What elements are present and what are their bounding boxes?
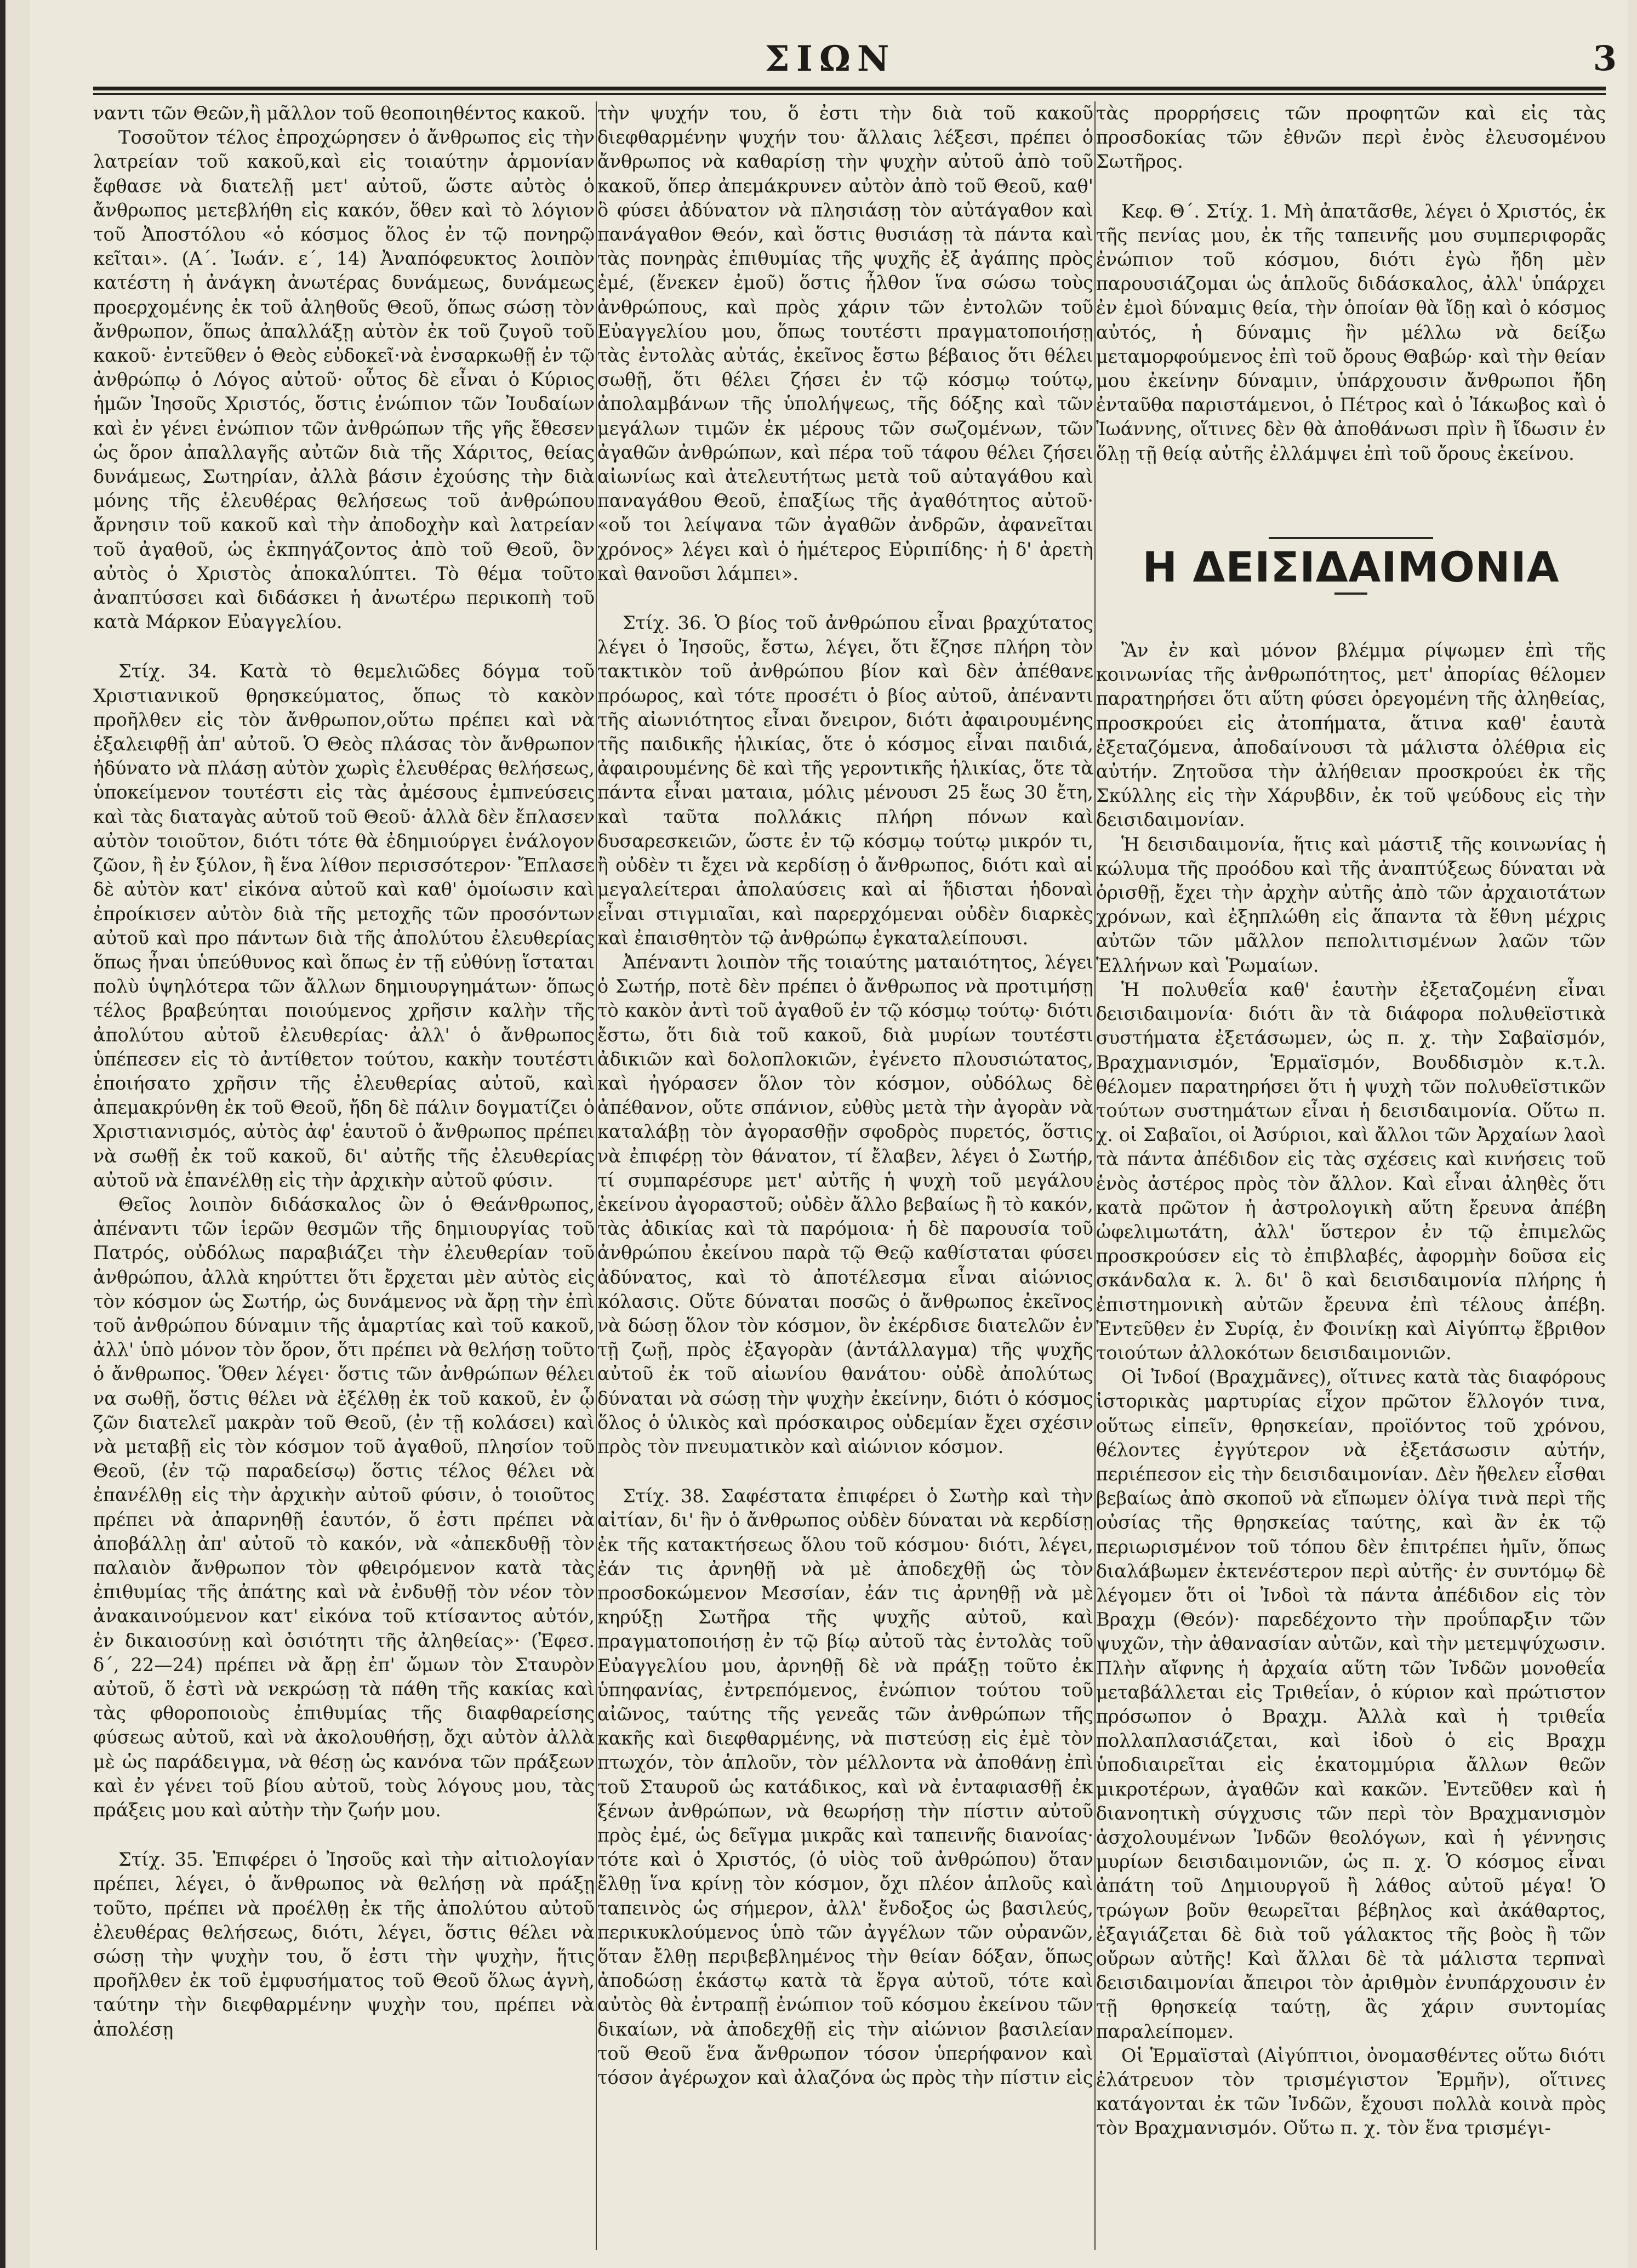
paragraph: Ἂν ἐν καὶ μόνον βλέμμα ρίψωμεν ἐπὶ τῆς κοινωνίας τῆς ἀνθρωπότητος, μετ' ἀπορίας θέλομεν παρατηρήσει ὅτι αὕτη φύσει ὀρεγομένη τῆς ἀληθείας, προσκρούει εἰς ἀτοπήματα, ἅτινα καθ' ἑαυτὰ ἐξεταζόμενα, ἀποδαίνουσι τὰ μάλιστα ὀλέθρια εἰς αὐτήν. Ζητοῦσα τὴν ἀλήθειαν προσκρούει ἐκ τῆς Σκύλλης εἰς τὴν Χάρυβδιν, ἐκ τοῦ ψεύδους εἰς τὴν δεισιδαιμονίαν. [1096,640,1606,831]
header-rule-thick [93,87,1606,90]
paragraph: Ἀπέναντι λοιπὸν τῆς τοιαύτης ματαιότητος, λέγει ὁ Σωτήρ, ποτὲ δὲν πρέπει ὁ ἄνθρωπος νὰ προτιμήσῃ τὸ κακὸν ἀντὶ τοῦ ἀγαθοῦ ἐν τῷ κόσμῳ τούτῳ· διότι ἔστω, ὅτι διὰ τοῦ κακοῦ, διὰ μυρίων τουτέστι ἀδικιῶν καὶ δολοπλοκιῶν, ἐγένετο πλουσιώτατος, καὶ ἠγόρασεν ὅλον τὸν κόσμον, οὐδόλως δὲ ἀπέθανον, οὔτε σπάνιον, εὐθὺς μετὰ τὴν ἀγορὰν νὰ καταλάβῃ τὸν ἀγορασθῇν σφοδρὸς πυρετός, ὅστις νὰ ἐπιφέρῃ τὸν θάνατον, τί ἔλαβεν, λέγει ὁ Σωτήρ, τί συμπαρέσυρε μετ' αὐτῆς ἡ ψυχὴ τοῦ μεγάλου ἐκείνου ἀγοραστοῦ; οὐδὲν ἄλλο βεβαίως ἢ τὸ κακόν, τὰς ἀδικίας καὶ τὰ παρόμοια· ἡ δὲ παρουσία τοῦ ἀνθρώπου ἐκείνου παρὰ τῷ Θεῷ καθίσταται φύσει ἀδύνατος, καὶ τὸ ἀποτέλεσμα εἶναι αἰώνιος κόλασις. Οὔτε δύναται ποσῶς ὁ ἄνθρωπος ἐκεῖνος νὰ δώσῃ ὅλον τὸν κόσμον, ὃν ἐκέρδισε διατελῶν ἐν τῇ ζωῇ, πρὸς ἐξαγορὰν (ἀντάλλαγμα) τῆς ψυχῆς αὐτοῦ ἐκ τοῦ αἰωνίου θανάτου· οὐδὲ ἀπολύτως δύναται νὰ σώσῃ τὴν ψυχὴν ἐκείνην, διότι ὁ κόσμος ὅλος ὁ ὑλικὸς καὶ πρόσκαιρος οὐδεμίαν ἔχει σχέσιν πρὸς τὸν πνευματικὸν καὶ αἰώνιον κόσμον. [597,951,1093,1457]
column-divider-1 [596,101,597,2250]
section-heading [1096,537,1606,595]
paragraph: Στίχ. 35. Ἐπιφέρει ὁ Ἰησοῦς καὶ τὴν αἰτιολογίαν πρέπει, λέγει, ὁ ἄνθρωπος νὰ θελήσῃ νὰ πράξῃ τοῦτο, πρέπει νὰ προέλθῃ ἐκ τῆς ἀπολύτου αὐτοῦ ἐλευθέρας θελήσεως, διότι, λέγει, ὅστις θέλει νὰ σώσῃ τὴν ψυχὴν του, ὅ ἐστι τὴν ψυχὴν, ἥτις προῆλθεν ἐκ τοῦ ἐμφυσήματος τοῦ Θεοῦ ὅλως ἁγνὴ, ταύτην τὴν διεφθαρμένην ψυχὴν του, πρέπει νὰ ἀπολέσῃ [93,1849,595,2040]
paragraph: Κεφ. Θ΄. Στίχ. 1. Μὴ ἀπατᾶσθε, λέγει ὁ Χριστός, ἐκ τῆς πενίας μου, ἐκ τῆς ταπεινῆς μου συμπεριφορᾶς ἐνώπιον τοῦ κόσμου, διότι ἐγὼ ἤδη μὲν παρουσιάζομαι ὡς ἁπλοῦς διδάσκαλος, ἀλλ' ὑπάρχει ἐν ἐμοὶ δύναμις θεία, τὴν ὁποίαν θὰ ἴδῃ καὶ ὁ κόσμος αὐτός, ἡ δύναμις ἣν μέλλω νὰ δείξω μεταμορφούμενος ἐπὶ τοῦ ὄρους Θαβώρ· καὶ τὴν θείαν μου ἐκείνην δύναμιν, ὑπάρχουσιν ἄνθρωποι ἤδη ἐνταῦθα παριστάμενοι, ὁ Πέτρος καὶ ὁ Ἰάκωβος καὶ ὁ Ἰωάννης, οἵτινες δὲν θὰ ἀποθάνωσι πρὶν ἢ ἴδωσιν ἐν ὅλῃ τῇ θείᾳ αὐτῆς ἐλλάμψει ἐπὶ τοῦ ὄρους ἐκείνου. [1096,200,1606,464]
section-title: Η ΔΕΙΣΙΔΑΙΜΟΝΙΑ [1142,542,1560,591]
paragraph: Στίχ. 36. Ὁ βίος τοῦ ἀνθρώπου εἶναι βραχύτατος λέγει ὁ Ἰησοῦς, ἔστω, λέγει, ὅτι ἔζησε πλήρη τὸν τακτικὸν τοῦ ἀνθρώπου βίον καὶ δὲν ἀπέθανε πρόωρος, καὶ τότε προσέτι ὁ βίος αὐτοῦ, ἀπέναντι τῆς αἰωνιότητος εἶναι ὄνειρον, διότι ἀφαιρουμένης τῆς παιδικῆς ἡλικίας, ὅτε ὁ κόσμος εἶναι παιδιά, ἀφαιρουμένης δὲ καὶ τῆς γεροντικῆς ἡλικίας, ὅτε τὰ πάντα εἶναι ματαια, μόλις μένουσι 25 ἕως 30 ἔτη, καὶ ταῦτα πολλάκις πλήρη πόνων καὶ δυσαρεσκειῶν, ὥστε ἐν τῷ κόσμῳ τούτῳ μικρόν τι, ἢ οὐδὲν τι ἔχει νὰ κερδίσῃ ὁ ἄνθρωπος, διότι καὶ αἱ μεγαλείτεραι ἀπολαύσεις καὶ αἱ ἥδισται ἡδοναὶ εἶναι στιγμιαῖαι, καὶ παρερχόμεναι οὐδὲν διαρκὲς καὶ ἐπαισθητὸν τῷ ἀνθρώπῳ ἐγκαταλείπουσι. [597,612,1093,949]
paragraph: τὴν ψυχήν του, ὅ ἐστι τὴν διὰ τοῦ κακοῦ διεφθαρμένην ψυχήν του· ἄλλαις λέξεσι, πρέπει ὁ ἄνθρωπος νὰ καθαρίσῃ τὴν ψυχὴν αὐτοῦ ἀπὸ τοῦ κακοῦ, ὅπερ ἀπεμάκρυνεν αὐτὸν ἀπὸ τοῦ Θεοῦ, καθ' ὃ φύσει ἀδύνατον νὰ πλησιάσῃ τὸν αὐτάγαθον καὶ πανάγαθον Θεόν, καὶ ὅστις θυσιάσῃ τὰ πάντα καὶ τὰς πονηρὰς ἐπιθυμίας τῆς ψυχῆς ἐξ ἀγάπης πρὸς ἐμέ, (ἕνεκεν ἐμοῦ) ὅστις ἦλθον ἵνα σώσω τοὺς ἀνθρώπους, καὶ πρὸς χάριν τῶν ἐντολῶν τοῦ Εὐαγγελίου μου, ὅπως τουτέστι πραγματοποιήσῃ τὰς ἐντολὰς αὐτάς, ἐκεῖνος ἔστω βέβαιος ὅτι θέλει σωθῇ, ὅτι θέλει ζήσει ἐν τῷ κόσμῳ τούτῳ, ἀπολαμβάνων τῆς ὑπολήψεως, τῆς δόξης καὶ τῶν μεγάλων τιμῶν ἐκ μέρους τῶν σωζομένων, τῶν ἀγαθῶν ἀνθρώπων, καὶ πέρα τοῦ τάφου θέλει ζήσει αἰωνίως καὶ ἀτελευτήτως μετὰ τοῦ αὐταγάθου καὶ παναγάθου Θεοῦ, ἐπαξίως τῆς ἀγαθότητος αὐτοῦ· «οὔ τοι λείψανα τῶν ἀγαθῶν ἀνδρῶν, ἀφανεῖται χρόνος» λέγει καὶ ὁ ἡμέτερος Εὐριπίδης· ἡ δ' ἀρετὴ καὶ θανοῦσι λάμπει». [597,102,1093,584]
column-3 [1096,101,1606,2250]
column-2 [597,101,1093,2250]
paragraph: Ἡ πολυθεΐα καθ' ἑαυτὴν ἐξεταζομένη εἶναι δεισιδαιμονία· διότι ἂν τὰ διάφορα πολυθεϊστικὰ συστήματα ἐξετάσωμεν, ὡς π. χ. τὴν Σαβαϊσμόν, Βραχμανισμόν, Ἑρμαϊσμόν, Βουδδισμὸν κ.τ.λ. θέλομεν παρατηρήσει ὅτι ἡ ψυχὴ τῶν πολυθεϊστικῶν τούτων συστημάτων εἶναι ἡ δεισιδαιμονία. Οὕτω π. χ. οἱ Σαβαῖοι, οἱ Ἀσύριοι, καὶ ἄλλοι τῶν Ἀρχαίων λαοὶ τὰ πάντα ἀπέδιδον εἰς τὰς σχέσεις καὶ κινήσεις τοῦ ἑνὸς ἀστέρος πρὸς τὸν ἄλλον. Καὶ εἶναι ἀληθὲς ὅτι κατὰ πρῶτον ἡ ἀστρολογικὴ αὕτη ἔρευνα ἀπέβη ὠφελιμωτάτη, ἀλλ' ὕστερον ἐν τῷ ἐπιμελῶς προσκρούσεν εἰς τὸ ἐπιβλαβές, ἀφορμὴν δοῦσα εἰς σκάνδαλα κ. λ. δι' ὃ καὶ δεισιδαιμονία πλήρης ἡ ἐπιστημονικὴ αὐτῶν ἔρευνα ἐπὶ τέλους ἀπέβη. Ἐντεῦθεν ἐν Συρίᾳ, ἐν Φοινίκῃ καὶ Αἰγύπτῳ ἔβριθον τοιούτων ἀλλοκότων δεισιδαιμονιῶν. [1096,978,1606,1364]
paragraph: Τοσοῦτον τέλος ἐπροχώρησεν ὁ ἄνθρωπος εἰς τὴν λατρείαν τοῦ κακοῦ,καὶ εἰς τοιαύτην ἁρμονίαν ἔφθασε νὰ διατελῇ μετ' αὐτοῦ, ὥστε αὐτὸς ὁ ἄνθρωπος μετεβλήθη εἰς κακόν, ὅθεν καὶ τὸ λόγιον τοῦ Ἀποστόλου «ὁ κόσμος ὅλος ἐν τῷ πονηρῷ κεῖται». (Α΄. Ἰωάν. ε΄, 14) Ἀναπόφευκτος λοιπὸν κατέστη ἡ ἀνάγκη ἀνωτέρας δυνάμεως, δυνάμεως προερχομένης ἐκ τοῦ ἀληθοῦς Θεοῦ, ὅπως σώσῃ τὸν ἄνθρωπον, ὅπως ἀπαλλάξῃ αὐτὸν ἐκ τοῦ ζυγοῦ τοῦ κακοῦ· ἐντεῦθεν ὁ Θεὸς εὐδοκεῖ·νὰ ἐνσαρκωθῇ ἐν τῷ ἀνθρώπῳ ὁ Λόγος αὐτοῦ· οὗτος δὲ εἶναι ὁ Κύριος ἡμῶν Ἰησοῦς Χριστός, ὅστις ἐνώπιον τῶν Ἰουδαίων καὶ ἐν γένει ἐνώπιον τῶν ἀνθρώπων τῆς γῆς ἔθεσεν ὡς ὅρον ἀπαλλαγῆς αὐτῶν διὰ τῆς Χάριτος, θείας δυνάμεως, Σωτηρίαν, ἀλλὰ βάσιν ἐχούσης τὴν διὰ μόνης τῆς ἐλευθέρας θελήσεως τοῦ ἀνθρώπου ἄρνησιν τοῦ κακοῦ καὶ τὴν ἀποδοχὴν καὶ λατρείαν τοῦ ἀγαθοῦ, ὡς ἐκπηγάζοντος ἀπὸ τοῦ Θεοῦ, ὃν αὐτὸς ὁ Χριστὸς ἀποκαλύπτει. Τὸ θέμα τοῦτο ἀναπτύσσει καὶ διδάσκει ἡ ἀνωτέρω περικοπὴ τοῦ κατὰ Μάρκον Εὐαγγελίου. [93,127,595,633]
page-header [30,38,1628,99]
heading-dash [1334,592,1367,595]
page-edge-shadow [0,0,5,2268]
paragraph: Στίχ. 34. Κατὰ τὸ θεμελιῶδες δόγμα τοῦ Χριστιανικοῦ θρησκεύματος, ὅπως τὸ κακὸν προῆλθεν εἰς τὸν ἄνθρωπον,οὕτω πρέπει καὶ νὰ ἐξαλειφθῇ ἀπ' αὐτοῦ. Ὁ Θεὸς πλάσας τὸν ἄνθρωπον ἠδύνατο νὰ πλάσῃ αὐτὸν χωρὶς ἐλευθέρας θελήσεως, ὑποκείμενον τουτέστι εἰς τὰς ἀμέσους ἐμπνεύσεις καὶ τὰς διαταγὰς αὐτοῦ τοῦ Θεοῦ· ἀλλὰ δὲν ἔπλασεν αὐτὸν τοιοῦτον, διότι τότε θὰ ἐδημιούργει ἐνάλογον ζῶον, ἢ ἐν ξύλον, ἢ ἕνα λίθον περισσότερον· Ἔπλασε δὲ αὐτὸν κατ' εἰκόνα αὐτοῦ καὶ καθ' ὁμοίωσιν καὶ ἐπροίκισεν αὐτὸν διὰ τῆς μετοχῆς τῶν προσόντων αὐτοῦ καὶ προ πάντων διὰ τῆς ἀπολύτου ἐλευθερίας ὅπως ἦναι ὑπεύθυνος καὶ ὅπως ἐν τῇ εὐθύνῃ ἵσταται πολὺ ὑψηλότερα τῶν ἄλλων δημιουργημάτων· ὅπως τέλος βραβεύηται ποιούμενος χρῆσιν καλὴν τῆς ἀπολύτου αὐτοῦ ἐλευθερίας· ἀλλ' ὁ ἄνθρωπος ὑπέπεσεν εἰς τὸ ἀντίθετον τούτου, κακὴν τουτέστι ἐποιήσατο χρῆσιν τῆς ἐλευθερίας αὐτοῦ, καὶ ἀπεμακρύνθη ἐκ τοῦ Θεοῦ, ἤδη δὲ πάλιν δογματίζει ὁ Χριστιανισμός, αὐτὸς ἀφ' ἑαυτοῦ ὁ ἄνθρωπος πρέπει νὰ σωθῇ ἐκ τοῦ κακοῦ, δι' αὐτῆς τῆς ἐλευθερίας αὐτοῦ νὰ ἐπανέλθῃ εἰς τὴν ἀρχικὴν αὐτοῦ φύσιν. [93,660,595,1191]
newspaper-page [30,0,1628,2268]
paragraph: τὰς προρρήσεις τῶν προφητῶν καὶ εἰς τὰς προσδοκίας τῶν ἐθνῶν περὶ ἐνὸς ἐλευσομένου Σωτῆρος. [1096,102,1606,173]
paragraph: Στίχ. 38. Σαφέστατα ἐπιφέρει ὁ Σωτὴρ καὶ τὴν αἰτίαν, δι' ἣν ὁ ἄνθρωπος οὐδὲν δύναται νὰ κερδίσῃ ἐκ τῆς κατακτήσεως ὅλου τοῦ κόσμου· διότι, λέγει, ἐάν τις ἀρνηθῇ νὰ μὲ ἀποδεχθῇ ὡς τὸν προσδοκώμενον Μεσσίαν, ἐάν τις ἀρνηθῇ νὰ μὲ κηρύξῃ Σωτῆρα τῆς ψυχῆς αὐτοῦ, καὶ πραγματοποιήσῃ ἐν τῷ βίῳ αὐτοῦ τὰς ἐντολὰς τοῦ Εὐαγγελίου μου, ἀρνηθῇ δὲ νὰ πράξῃ τοῦτο ἐκ ὑπηφανίας, ἐντρεπόμενος, ἐνώπιον τούτου τοῦ αἰῶνος, ταύτης τῆς γενεᾶς τῶν ἀνθρώπων τῆς κακῆς καὶ διεφθαρμένης, νὰ πιστεύσῃ εἰς ἐμὲ τὸν πτωχόν, τὸν ἁπλοῦν, τὸν μέλλοντα νὰ ἀποθάνῃ ἐπὶ τοῦ Σταυροῦ ὡς κατάδικος, καὶ νὰ ἐνταφιασθῇ ἐκ ξένων ἀνθρώπων, νὰ θεωρήσῃ τὴν πίστιν αὐτοῦ πρὸς ἐμέ, ὡς δεῖγμα μικρᾶς καὶ ταπεινῆς διανοίας· τότε καὶ ὁ Χριστός, (ὁ υἱὸς τοῦ ἀνθρώπου) ὅταν ἔλθῃ ἵνα κρίνῃ τὸν κόσμον, ὄχι πλέον ἁπλοῦς καὶ ταπεινὸς ὡς σήμερον, ἀλλ' ἔνδοξος ὡς βασιλεύς, περικυκλούμενος ὑπὸ τῶν ἀγγέλων τῶν οὐρανῶν, ὅταν ἔλθῃ περιβεβλημένος τὴν θείαν δόξαν, ὅπως ἀποδώσῃ ἑκάστῳ κατὰ τὰ ἔργα αὐτοῦ, τότε καὶ αὐτὸς θὰ ἐντραπῇ ἐνώπιον τοῦ κόσμου ἐκείνου τῶν δικαίων, νὰ ἀποδεχθῇ εἰς τὴν αἰώνιον βασιλείαν τοῦ Θεοῦ ἕνα ἄνθρωπον τόσον ὑπερήφανον καὶ τόσον ἀγέρωχον καὶ ἀλαζόνα ὡς πρὸς τὴν πίστιν εἰς [597,1485,1093,2089]
column-1 [93,101,595,2250]
paragraph: ναντι τῶν Θεῶν,ἢ μᾶλλον τοῦ θεοποιηθέντος κακοῦ. [93,102,586,124]
masthead-title: ΣΙΩΝ [765,38,896,79]
paragraph: Θεῖος λοιπὸν διδάσκαλος ὢν ὁ Θεάνθρωπος, ἀπέναντι τῶν ἱερῶν θεσμῶν τῆς δημιουργίας τοῦ Πατρός, οὐδόλως παραβιάζει τὴν ἐλευθερίαν τοῦ ἀνθρώπου, ἀλλὰ κηρύττει ὅτι ἔρχεται μὲν αὐτὸς εἰς τὸν κόσμον ὡς Σωτήρ, ὡς δυνάμενος νὰ ἄρῃ τὴν ἐπὶ τοῦ ἀνθρώπου δύναμιν τῆς ἁμαρτίας καὶ τοῦ κακοῦ, ἀλλ' ὑπὸ μόνον τὸν ὅρον, ὅτι πρέπει νὰ θελήσῃ τοῦτο ὁ ἄνθρωπος. Ὅθεν λέγει· ὅστις τῶν ἀνθρώπων θέλει να σωθῇ, ὅστις θέλει νὰ ἐξέλθῃ ἐκ τοῦ κακοῦ, ἐν ᾧ ζῶν διατελεῖ μακρὰν τοῦ Θεοῦ, (ἐν τῇ κολάσει) καὶ νὰ μεταβῇ εἰς τὸν κόσμον τοῦ ἀγαθοῦ, πλησίον τοῦ Θεοῦ, (ἐν τῷ παραδείσῳ) ὅστις τέλος θέλει νὰ ἐπανέλθῃ εἰς τὴν ἀρχικὴν αὐτοῦ φύσιν, ὁ τοιοῦτος πρέπει νὰ ἀπαρνηθῇ ἑαυτόν, ὅ ἐστι πρέπει νὰ ἀποβάλλῃ ἀπ' αὐτοῦ τὸ κακόν, νὰ «ἀπεκδυθῇ τὸν παλαιὸν ἄνθρωπον τὸν φθειρόμενον κατὰ τὰς ἐπιθυμίας τῆς ἀπάτης καὶ νὰ ἐνδυθῇ τὸν νέον τὸν ἀνακαινούμενον κατ' εἰκόνα τοῦ κτίσαντος αὐτόν, ἐν δικαιοσύνῃ καὶ ὁσιότητι τῆς ἀληθείας»· (Ἐφεσ. δ΄, 22—24) πρέπει νὰ ἄρῃ ἐπ' ὤμων τὸν Σταυρὸν αὐτοῦ, ὅ ἐστὶ νὰ νεκρώσῃ τὰ πάθη τῆς κακίας καὶ τὰς φθοροποιοὺς ἐπιθυμίας τῆς διαφθαρείσης φύσεως αὐτοῦ, καὶ νὰ ἀκολουθήσῃ, ὄχι αὐτὸν ἀλλὰ μὲ ὡς παράδειγμα, νὰ θέσῃ ὡς κανόνα τῶν πράξεων καὶ ἐν γένει τοῦ βίου αὐτοῦ, τοὺς λόγους μου, τὰς πράξεις μου καὶ αὐτὴν τὴν ζωήν μου. [93,1193,595,1821]
paragraph: Οἱ Ἑρμαϊσταὶ (Αἰγύπτιοι, ὀνομασθέντες οὕτω διότι ἐλάτρευον τὸν τρισμέγιστον Ἑρμῆν), οἵτινες κατάγονται ἐκ τῶν Ἰνδῶν, ἔχουσι πολλὰ κοινὰ πρὸς τὸν Βραχμανισμόν. Οὕτω π. χ. τὸν ἕνα τρισμέγι- [1096,2044,1606,2139]
page-number: 3 [1593,38,1617,78]
paragraph: Ἡ δεισιδαιμονία, ἥτις καὶ μάστιξ τῆς κοινωνίας ἡ κώλυμα τῆς προόδου καὶ τῆς ἀναπτύξεως δύναται νὰ ὁρισθῇ, ἔχει τὴν ἀρχὴν αὐτῆς ἀπὸ τῶν ἀρχαιοτάτων χρόνων, καὶ ἐξηπλώθη εἰς ἅπαντα τὰ ἔθνη μέχρις αὐτῶν τῶν μᾶλλον πεπολιτισμένων λαῶν τῶν Ἑλλήνων καὶ Ῥωμαίων. [1096,833,1606,976]
paragraph: Οἱ Ἰνδοί (Βραχμᾶνες), οἵτινες κατὰ τὰς διαφόρους ἱστορικὰς μαρτυρίας εἶχον πρῶτον ἕλλογόν τινα, οὕτως εἰπεῖν, θρησκείαν, προϊόντος τοῦ χρόνου, θέλοντες ἐγγύτερον νὰ ἐξετάσωσιν αὐτήν, περιέπεσον εἰς τὴν δεισιδαιμονίαν. Δὲν ἤθελεν εἶσθαι βεβαίως ἀπὸ σκοποῦ νὰ εἴπωμεν ὀλίγα τινὰ περὶ τῆς οὐσίας τῆς θρησκείας ταύτης, καὶ ἂν ἐκ τῷ περιωρισμένον τοῦ τόπου δὲν ἐπιτρέπει ἡμῖν, ὅπως διαλάβωμεν ἐκτενέστερον περὶ αὐτῆς· ἐν συντόμῳ δὲ λέγομεν ὅτι οἱ Ἰνδοὶ τὰ πάντα ἀπέδιδον εἰς τὸν Βραχμ (Θεόν)· παρεδέχοντο τὴν προΰπαρξιν τῶν ψυχῶν, τὴν ἀθανασίαν αὐτῶν, καὶ τὴν μετεμψύχωσιν. Πλὴν αἴφνης ἡ ἀρχαία αὕτη τῶν Ἰνδῶν μονοθεΐα μεταβάλλεται εἰς Τριθεΐαν, ὁ κύριον καὶ πρώτιστον πρόσωπον ὁ Βραχμ. Ἀλλὰ καὶ ἡ τριθεΐα πολλαπλασιάζεται, καὶ ἰδοὺ ὁ εἰς Βραχμ ὑποδιαιρεῖται εἰς ἑκατομμύρια ἄλλων θεῶν μικροτέρων, ἀγαθῶν καὶ κακῶν. Ἐντεῦθεν καὶ ἡ διανοητικὴ σύγχυσις τῶν περὶ τὸν Βραχμανισμὸν ἀσχολουμένων Ἰνδῶν θεολόγων, καὶ ἡ γέννησις μυρίων δεισιδαιμονιῶν, ὡς π. χ. Ὁ κόσμος εἶναι ἀπάτη τοῦ Δημιουργοῦ ἢ λάθος αὐτοῦ μέγα! Ὁ τρώγων βοῦν θεωρεῖται βέβηλος καὶ ἀκάθαρτος, ἐξαγιάζεται δὲ διὰ τοῦ γάλακτος τῆς βοὸς ἢ τῶν οὔρων αὐτῆς! Καὶ ἄλλαι δὲ τὰ μάλιστα τερπναὶ δεισιδαιμονίαι ἄπειροι τὸν ἀριθμὸν ἐνυπάρχουσιν ἐν τῇ θρησκείᾳ ταύτῃ, ἃς χάριν συντομίας παραλείπομεν. [1096,1366,1606,2042]
header-rule-thin [93,93,1606,95]
column-divider-2 [1094,101,1096,2250]
heading-rule-top [1269,537,1433,539]
